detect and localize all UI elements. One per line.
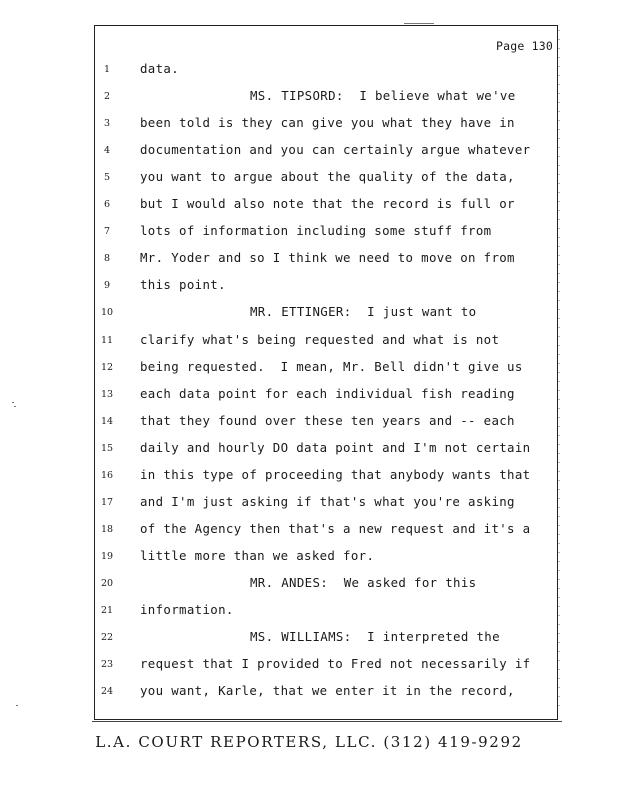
line-number: 9: [103, 280, 111, 292]
transcript-line: [0, 60, 618, 80]
transcript-line: [0, 358, 618, 378]
transcript-line: [0, 682, 618, 702]
line-text: clarify what's being requested and what is not: [140, 331, 500, 347]
line-text: you want to argue about the quality of the data,: [140, 169, 515, 185]
line-number: 14: [100, 415, 114, 427]
line-text: MS. TIPSORD: I believe what we've: [250, 88, 516, 104]
line-number: 7: [103, 226, 111, 238]
line-number: 16: [100, 469, 114, 481]
transcript-line: [0, 493, 618, 513]
line-number: 17: [100, 496, 114, 508]
line-number: 23: [100, 659, 114, 671]
line-number: 22: [100, 632, 114, 644]
line-number: 13: [100, 388, 114, 400]
line-number: 8: [103, 253, 111, 265]
line-text: request that I provided to Fred not necessarily if: [140, 656, 531, 672]
line-number: 20: [100, 577, 114, 589]
line-text: you want, Karle, that we enter it in the record,: [140, 683, 515, 699]
line-number: 15: [100, 442, 114, 454]
line-text: but I would also note that the record is full or: [140, 196, 515, 212]
line-number: 12: [100, 361, 114, 373]
line-number: 18: [100, 523, 114, 535]
line-text: MS. WILLIAMS: I interpreted the: [250, 629, 500, 645]
scan-speck: [16, 705, 18, 706]
line-number: 3: [103, 118, 111, 130]
line-number: 24: [100, 686, 114, 698]
transcript-line: [0, 222, 618, 242]
line-text: data.: [140, 61, 180, 76]
line-number: 21: [100, 605, 114, 616]
line-text: daily and hourly DO data point and I'm not certain: [140, 439, 531, 455]
page-number: Page 130: [496, 39, 553, 53]
line-text: little more than we asked for.: [140, 547, 375, 563]
line-number: 6: [103, 199, 111, 211]
line-text: MR. ETTINGER: I just want to: [250, 304, 477, 320]
transcript-line: [0, 276, 618, 296]
scan-speck: [14, 406, 16, 407]
transcript-line: [0, 547, 618, 567]
transcript-line: [0, 249, 618, 269]
transcript-line: [0, 141, 618, 161]
frame-bottom-rule: [92, 721, 562, 722]
line-text: been told is they can give you what they have in: [140, 115, 515, 131]
line-text: each data point for each individual fish reading: [140, 385, 515, 401]
line-number: 1: [103, 64, 111, 75]
line-number: 2: [103, 91, 111, 103]
transcript-line: [0, 412, 618, 432]
transcript-line: [0, 168, 618, 188]
scan-speck: [404, 23, 434, 24]
transcript-line: [0, 520, 618, 540]
transcript-line: [0, 195, 618, 215]
line-text: and I'm just asking if that's what you're asking: [140, 493, 515, 509]
transcript-line: [0, 628, 618, 648]
transcript-line: [0, 87, 618, 107]
line-text: this point.: [140, 277, 226, 293]
line-text: in this type of proceeding that anybody wants that: [140, 466, 531, 482]
line-text: Mr. Yoder and so I think we need to move on from: [140, 250, 515, 266]
line-number: 5: [103, 172, 111, 184]
transcript-line: [0, 385, 618, 405]
court-reporter-footer: L.A. COURT REPORTERS, LLC. (312) 419-9292: [95, 733, 523, 751]
line-text: being requested. I mean, Mr. Bell didn't give us: [140, 358, 523, 374]
line-number: 10: [100, 307, 114, 319]
line-number: 19: [100, 550, 114, 562]
transcript-line: [0, 466, 618, 486]
line-text: MR. ANDES: We asked for this: [250, 574, 477, 590]
transcript-line: [0, 114, 618, 134]
line-text: that they found over these ten years and -- each: [140, 412, 515, 428]
transcript-line: [0, 303, 618, 323]
transcript-line: [0, 601, 618, 621]
transcript-line: [0, 574, 618, 594]
line-text: information.: [140, 602, 234, 617]
transcript-line: [0, 439, 618, 459]
line-number: 4: [103, 145, 111, 157]
transcript-line: [0, 331, 618, 351]
line-text: documentation and you can certainly argue whatever: [140, 142, 531, 158]
transcript-line: [0, 655, 618, 675]
line-text: lots of information including some stuff from: [140, 223, 492, 239]
line-number: 11: [100, 334, 114, 346]
line-text: of the Agency then that's a new request and it's a: [140, 520, 531, 536]
